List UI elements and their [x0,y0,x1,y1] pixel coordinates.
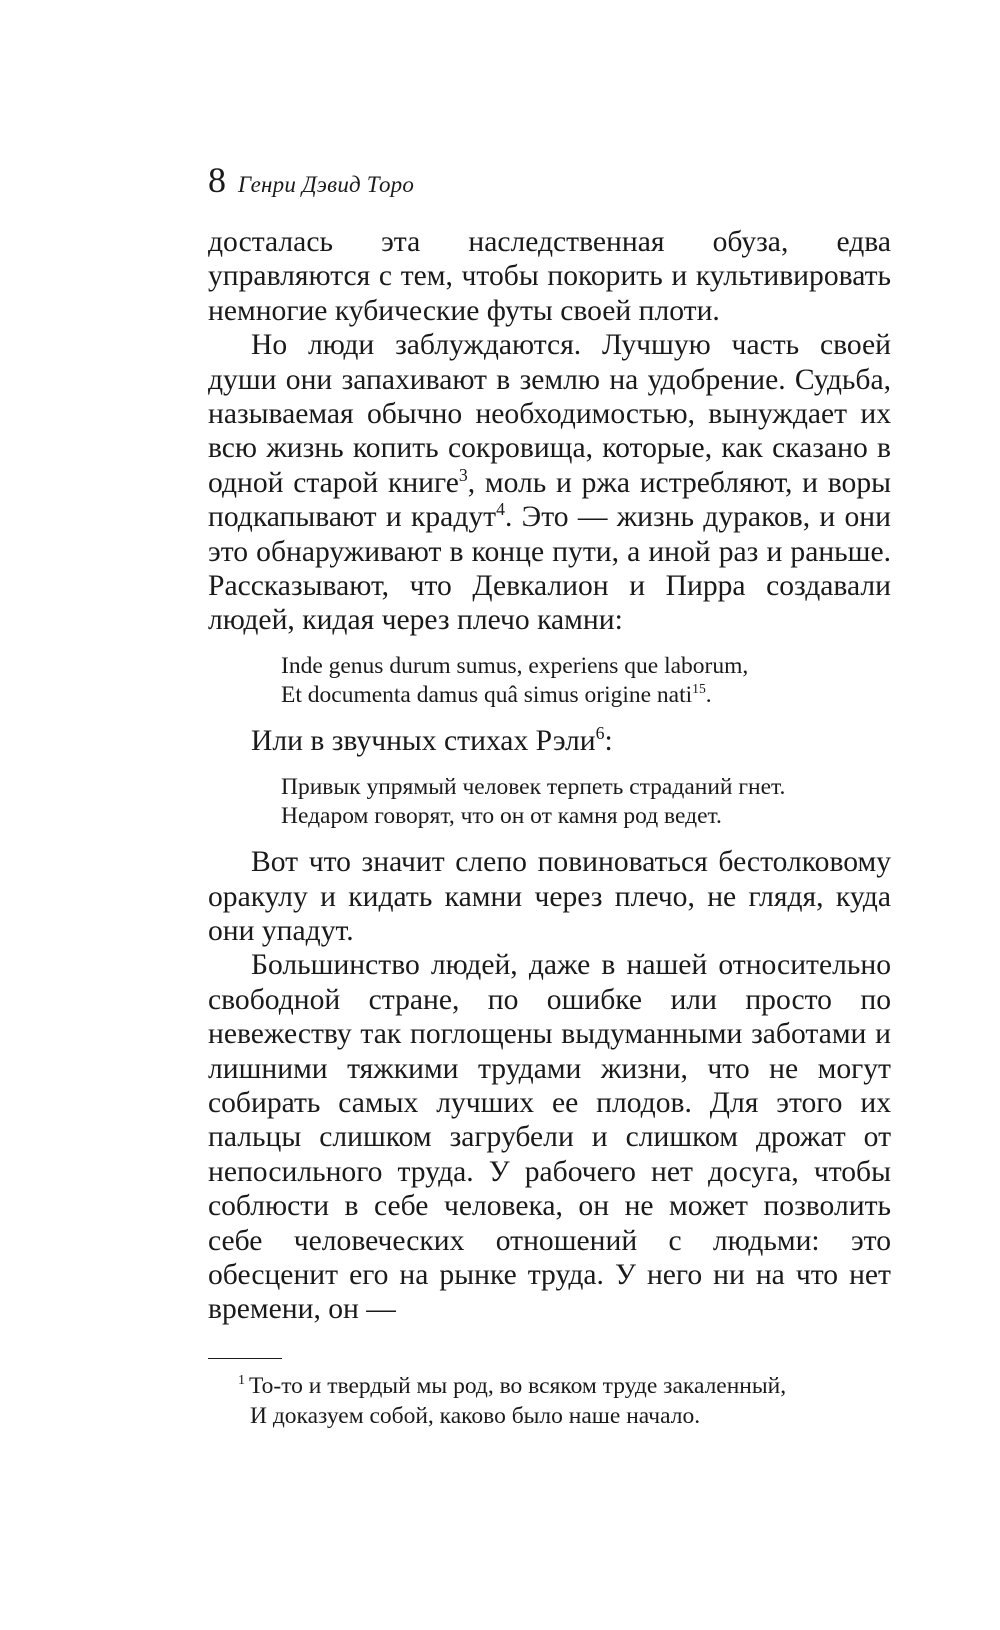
paragraph-2 [208,328,891,638]
latin-verse-line-2-tail: . [705,682,712,709]
latin-verse [281,652,891,710]
latin-verse-line-1: Inde genus durum sumus, experiens que laborum, [281,652,749,679]
latin-verse-line-2-text: Et documenta damus quâ simus origine nati [281,682,693,709]
page-number: 8 [208,160,226,200]
paragraph-3 [208,724,891,758]
footnote-ref-3: 3 [458,464,468,485]
footnote-text-1: То-то и твердый мы род, во всяком труде закаленный, [249,1373,787,1400]
paragraph-2-part-2: , моль и ржа истребляют, и воры подкапывают и крадут [208,466,892,534]
book-page [208,162,891,1431]
running-title: Генри Дэвид Торо [238,172,415,197]
footnote-line-1 [238,1372,891,1401]
paragraph-5: Большинство людей, даже в нашей относительно свободной стране, по ошибке или просто по невежеству так поглощены выдуманными заботами и лишними тяжкими трудами жизни, что не могут собирать самых лучших ее плодов. Для этого их пальцы слишком загрубели и слишком дрожат от непосильного труда. У рабочего нет досуга, чтобы соблюсти в себе человека, он не может позволить себе человеческих отношений с людьми: это обесценит его на рынке труда. У него ни на что нет времени, он — [208,949,891,1326]
paragraph-3-text: Или в звучных стихах Рэли [251,725,596,758]
footnote-line-2: И доказуем собой, каково было наше начало. [250,1402,701,1429]
russian-verse-line-2: Недаром говорят, что он от камня род ведет. [281,802,722,829]
paragraph-1: досталась эта наследственная обуза, едва управляются с тем, чтобы покорить и культивировать немногие кубические футы своей плоти. [208,226,891,327]
running-head [208,162,891,214]
footnotes [238,1372,891,1431]
footnote-ref-6: 6 [595,723,605,744]
russian-verse [281,773,891,831]
footnote-mark: 1 [238,1372,246,1389]
paragraph-4: Вот что значит слепо повиноваться бестолковому оракулу и кидать камни через плечо, не глядя, куда они упадут. [208,846,891,947]
russian-verse-line-1: Привык упрямый человек терпеть страданий гнет. [281,773,786,800]
footnote-ref-15: 15 [692,681,706,697]
footnote-divider [208,1358,282,1360]
paragraph-3-tail: : [604,725,613,758]
footnote-ref-4: 4 [496,499,505,520]
paragraph-2-part-3: . Это — жизнь дураков, и они это обнаруживают в конце пути, а иной раз и раньше. Рассказывают, что Девкалион и Пирра создавали людей, кидая через плечо камни: [208,501,891,637]
latin-verse-line-2 [281,681,891,710]
paragraph-2-part-1: Но люди заблуждаются. Лучшую часть своей души они запахивают в землю на удобрение. Судьба, называемая обычно необходимостью, вынуждает их всю жизнь копить сокровища, которые, как сказано в одной старой книге [208,329,891,499]
